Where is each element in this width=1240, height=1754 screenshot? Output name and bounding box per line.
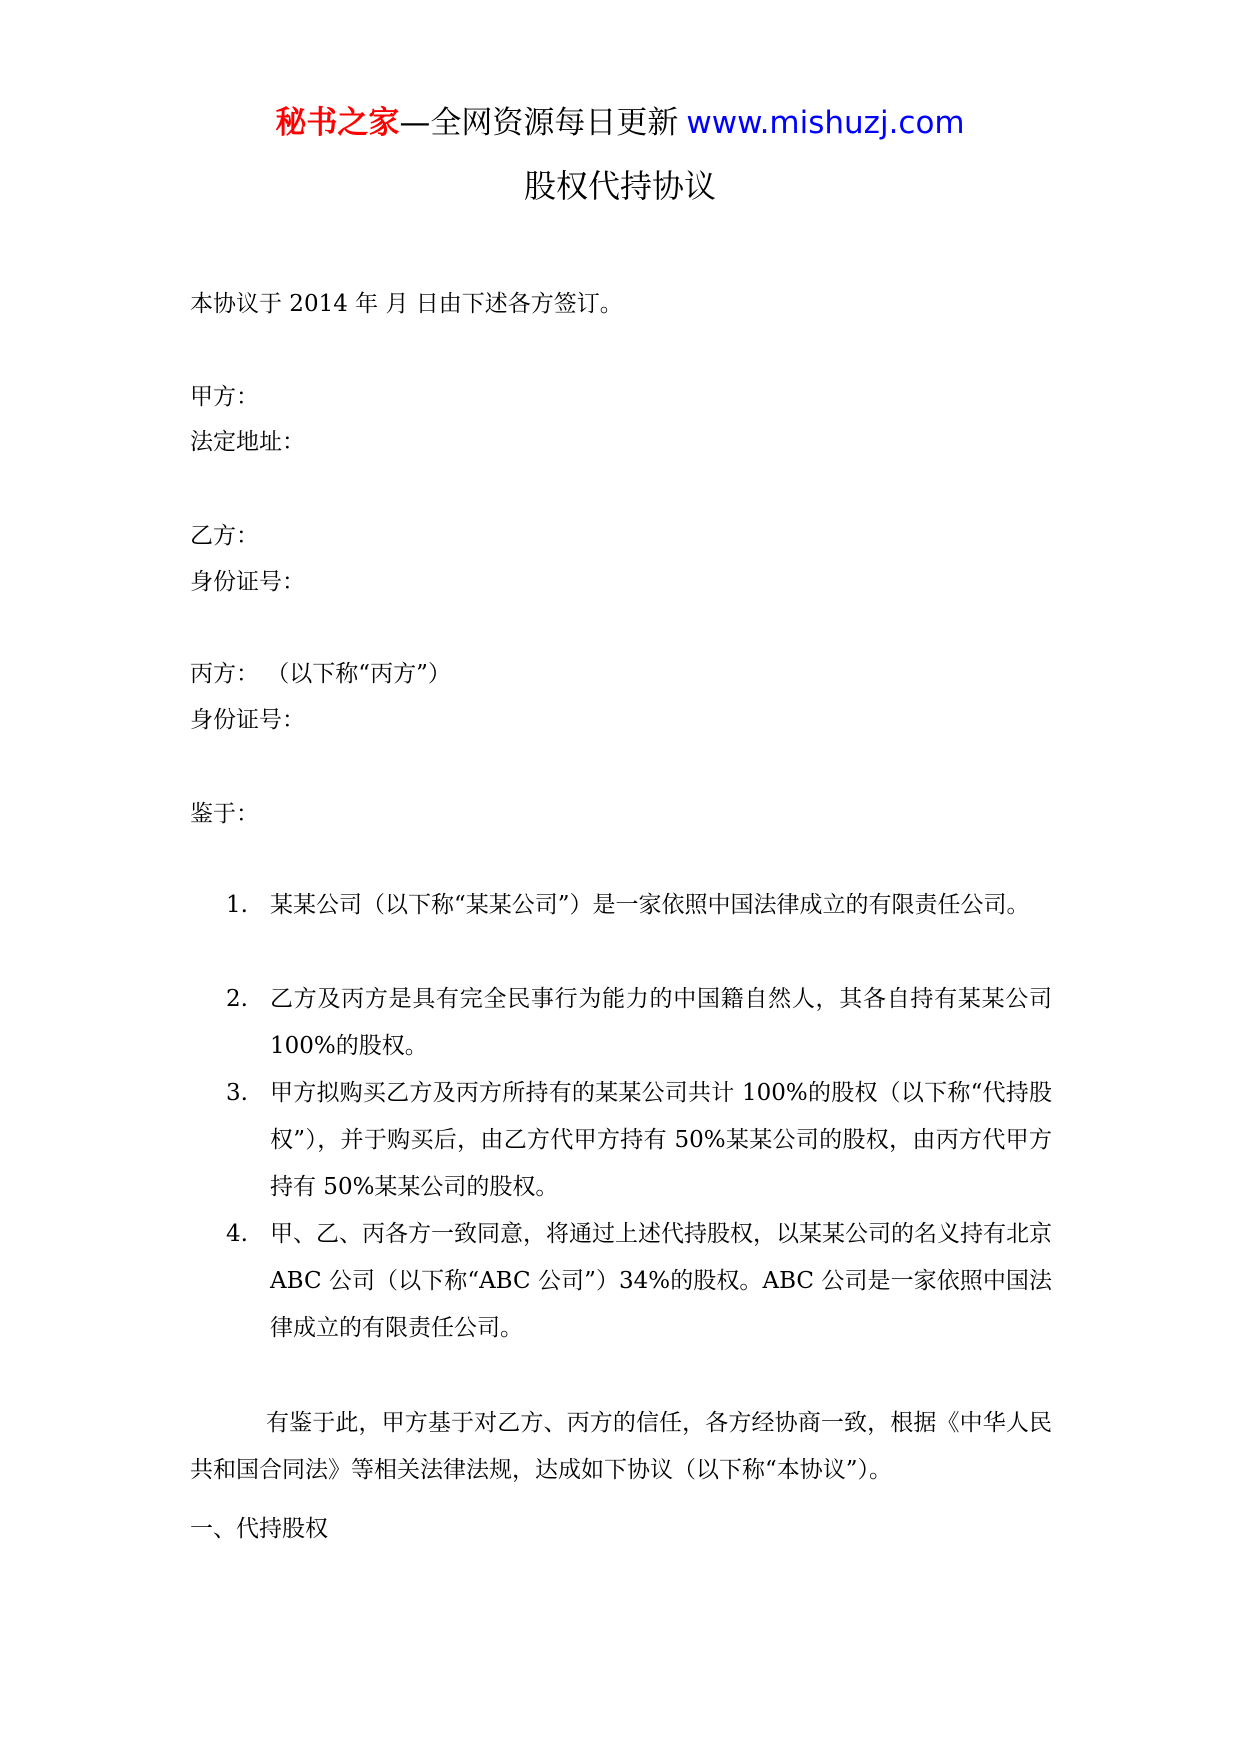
- recital-item: [190, 1070, 1052, 1211]
- conclusion-paragraph: 有鉴于此，甲方基于对乙方、丙方的信任，各方经协商一致，根据《中华人民共和国合同法》等相关法律法规，达成如下协议（以下称“本协议”）。: [190, 1410, 1052, 1483]
- recital-number: 3.: [226, 1080, 248, 1106]
- recital-number: 2.: [226, 986, 248, 1012]
- intro-line: 本协议于 2014 年 月 日由下述各方签订。: [190, 291, 623, 317]
- site-banner: [0, 102, 1240, 144]
- party-a-name: 甲方：: [190, 384, 259, 410]
- recital-text: 甲方拟购买乙方及丙方所持有的某某公司共计 100%的股权（以下称“代持股权”），并于购买后，由乙方代甲方持有 50%某某公司的股权，由丙方代甲方持有 50%某某公司的股权。: [270, 1080, 1052, 1200]
- recital-item: [190, 1211, 1052, 1352]
- recital-number: 4.: [226, 1221, 248, 1247]
- document-title: 股权代持协议: [523, 167, 716, 205]
- party-c-id: 身份证号：: [190, 707, 305, 733]
- recital-item: [190, 976, 1052, 1070]
- banner-url-link[interactable]: www.mishuzj.com: [686, 105, 965, 141]
- recital-item: [190, 882, 1052, 929]
- party-b-id: 身份证号：: [190, 569, 305, 595]
- recital-number: 1.: [226, 892, 248, 918]
- recital-text: 某某公司（以下称“某某公司”）是一家依照中国法律成立的有限责任公司。: [270, 892, 1030, 918]
- recital-text: 甲、乙、丙各方一致同意，将通过上述代持股权，以某某公司的名义持有北京 ABC 公司（以下称“ABC 公司”）34%的股权。ABC 公司是一家依照中国法律成立的有限责任公司。: [270, 1221, 1052, 1341]
- party-c-name: 丙方： （以下称“丙方”）: [190, 661, 451, 687]
- recital-text: 乙方及丙方是具有完全民事行为能力的中国籍自然人，其各自持有某某公司 100%的股权。: [270, 986, 1052, 1059]
- party-a-address: 法定地址：: [190, 429, 305, 455]
- party-b-name: 乙方：: [190, 523, 259, 549]
- section-heading: 一、代持股权: [190, 1516, 328, 1542]
- whereas-label: 鉴于：: [190, 801, 259, 827]
- banner-brand: 秘书之家: [275, 105, 400, 141]
- banner-slogan: —全网资源每日更新: [399, 105, 679, 141]
